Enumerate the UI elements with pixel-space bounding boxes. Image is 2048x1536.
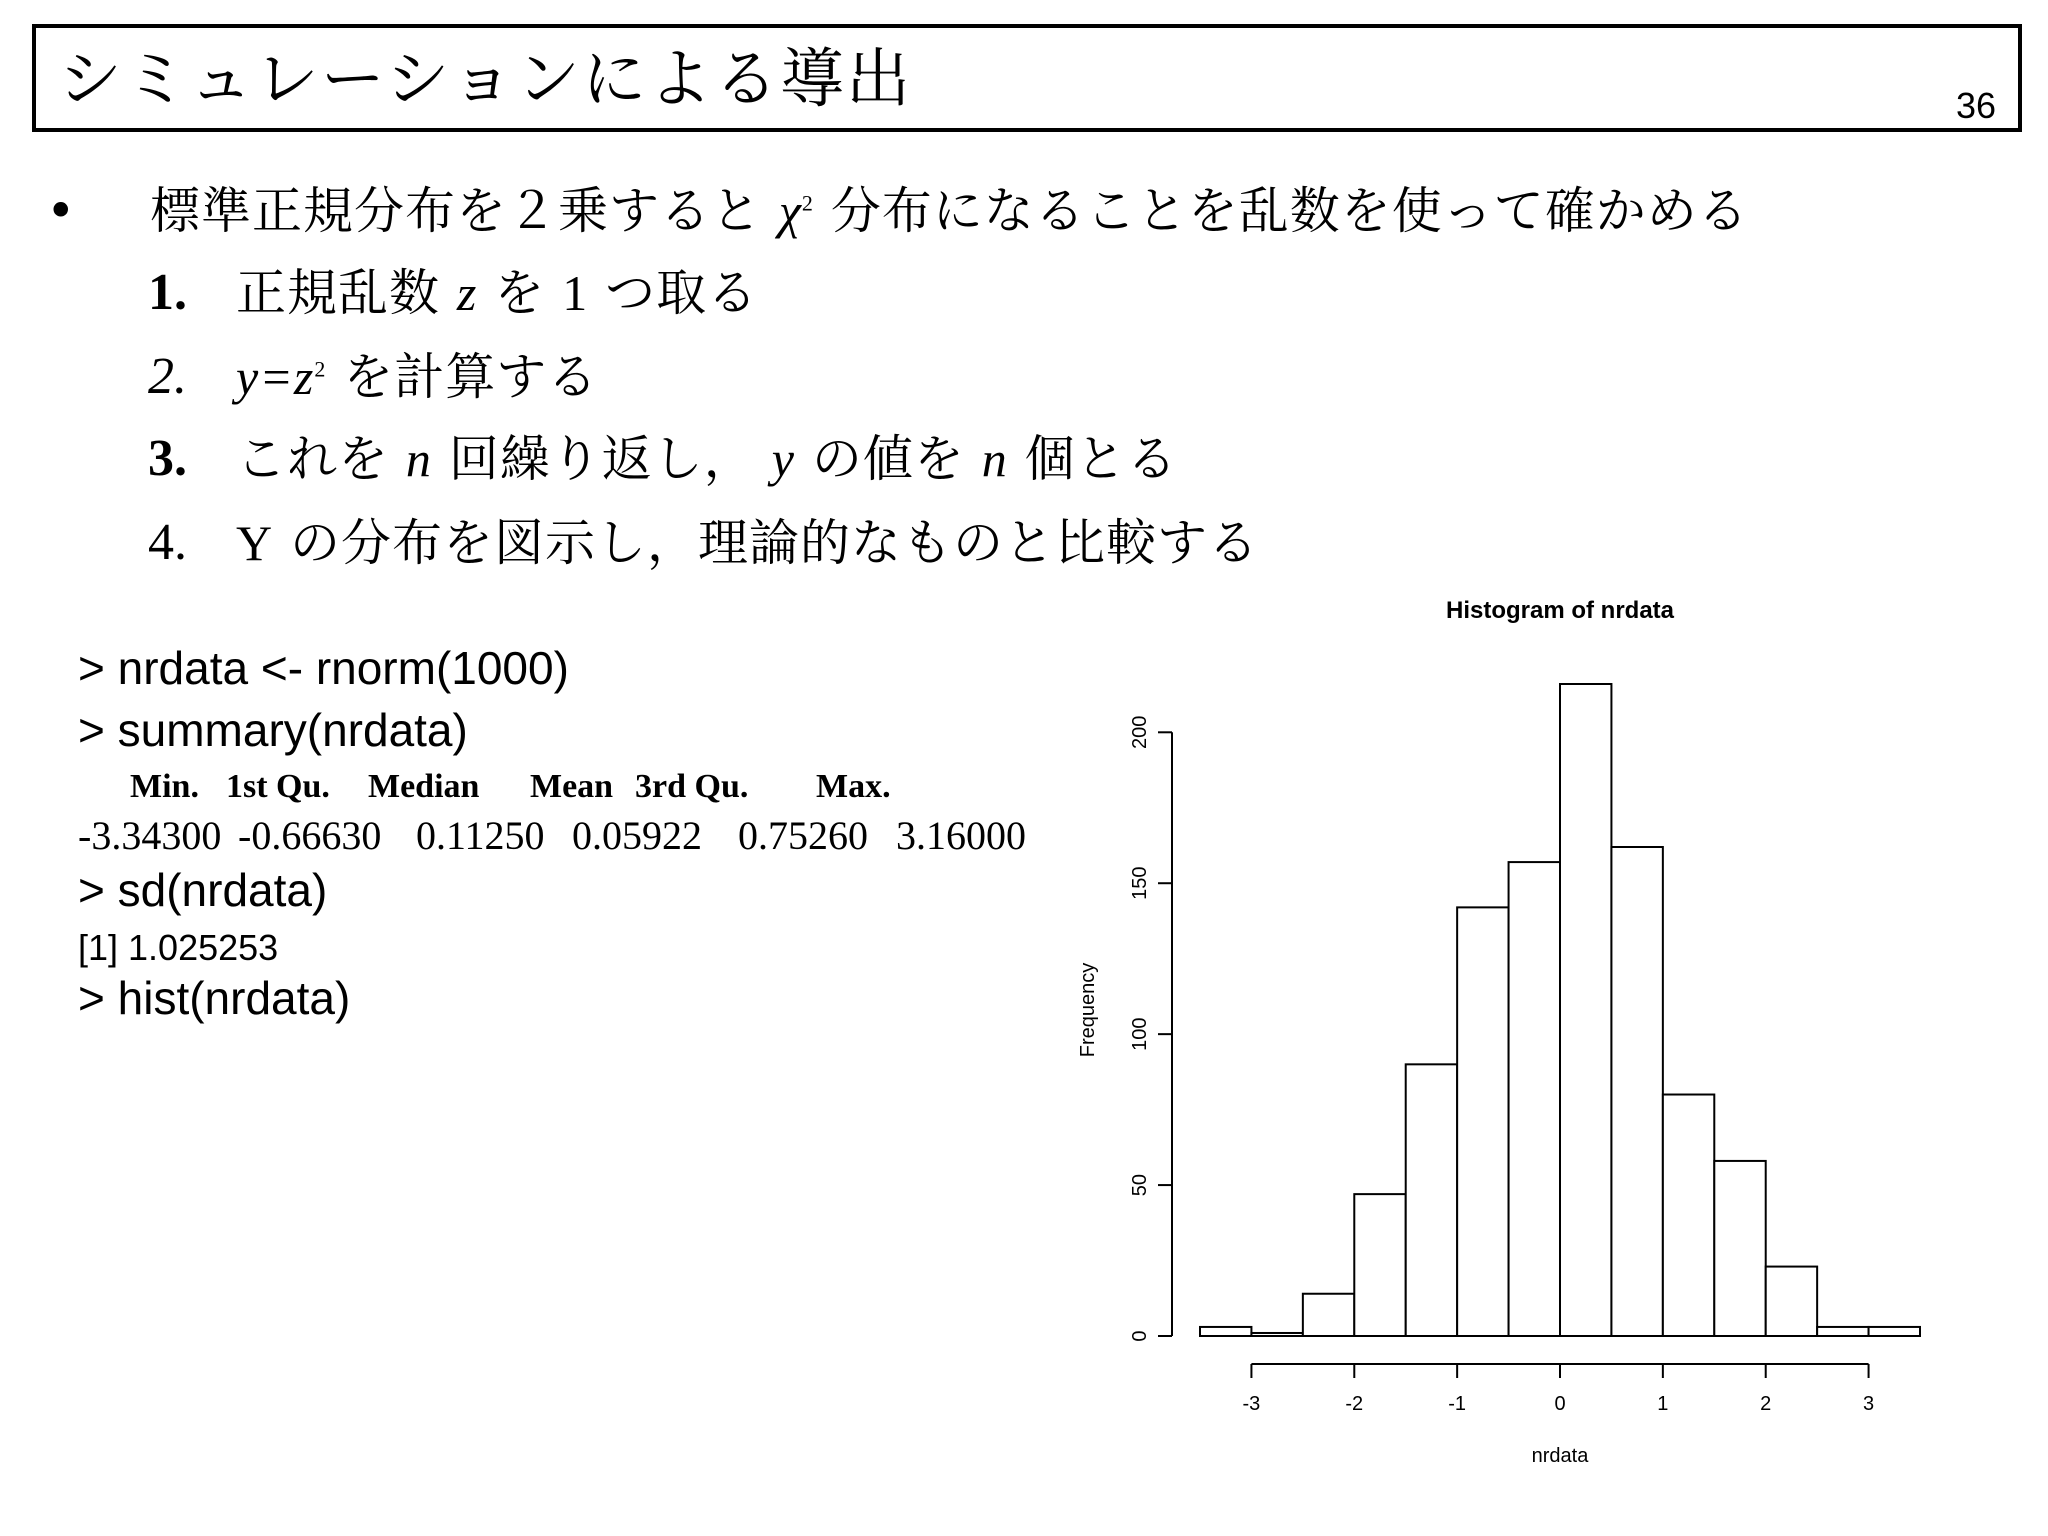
summary-value-mean: 0.05922	[572, 813, 702, 858]
histogram-bar	[1663, 1095, 1714, 1336]
x-tick-label: 2	[1760, 1393, 1772, 1415]
step-3	[148, 424, 1948, 494]
summary-header-min: Min.	[130, 768, 199, 805]
step-1-one: 1	[562, 265, 589, 321]
step-3-part: 回繰り返し，	[448, 430, 755, 488]
step-1-part: を	[494, 264, 546, 322]
histogram-bar	[1457, 907, 1508, 1336]
step-3-part: これを	[236, 430, 389, 488]
step-4-number: 4.	[148, 514, 187, 571]
x-tick-label: 3	[1863, 1393, 1875, 1415]
step-4-part: の分布を図示し，理論的なものと比較する	[290, 514, 1260, 572]
step-2-text	[236, 342, 598, 412]
step-3-var-n: n	[981, 431, 1008, 487]
y-tick-label: 50	[1129, 1173, 1151, 1197]
bullet-marker: •	[46, 182, 76, 240]
summary-header-q3: 3rd Qu.	[635, 768, 749, 805]
summary-value-max: 3.16000	[896, 813, 1026, 858]
histogram-bar	[1509, 862, 1560, 1336]
step-3-part: 個とる	[1024, 430, 1178, 488]
summary-header-mean: Mean	[530, 768, 614, 805]
step-4-var-y: Y	[236, 515, 274, 571]
histogram-bar	[1354, 1194, 1405, 1336]
code-line-rnorm: > nrdata <- rnorm(1000)	[78, 642, 569, 694]
y-tick-label: 200	[1129, 715, 1151, 749]
histogram-bar	[1200, 1327, 1251, 1336]
code-line-hist: > hist(nrdata)	[78, 972, 351, 1024]
histogram-chart	[1060, 590, 1940, 1470]
y-tick-label: 0	[1129, 1330, 1151, 1342]
step-1-number: 1.	[148, 264, 187, 321]
x-tick-label: 1	[1657, 1393, 1669, 1415]
summary-value-q1: -0.66630	[238, 813, 382, 858]
bullet-item	[40, 176, 2030, 246]
code-output-sd: [1] 1.025253	[78, 927, 279, 968]
y-tick-label: 150	[1129, 866, 1151, 900]
step-1	[148, 258, 1948, 328]
step-3-var-y: y	[771, 431, 795, 487]
code-line-sd: > sd(nrdata)	[78, 864, 328, 916]
bullet-text-before: 標準正規分布を２乗すると	[150, 182, 762, 240]
step-2-part: を計算する	[343, 348, 599, 406]
histogram-bar	[1714, 1161, 1765, 1336]
summary-value-q3: 0.75260	[738, 813, 868, 858]
histogram-bar	[1406, 1064, 1457, 1336]
chi-superscript: 2	[801, 190, 814, 216]
page-number: 36	[1955, 85, 1996, 126]
summary-header-max: Max.	[816, 768, 891, 805]
chart-title: Histogram of nrdata	[1445, 597, 1675, 624]
summary-header-row	[120, 768, 1040, 808]
histogram-bar	[1303, 1294, 1354, 1336]
x-tick-label: -3	[1242, 1393, 1261, 1415]
summary-value-median: 0.11250	[416, 813, 545, 858]
step-2	[148, 342, 1948, 412]
x-tick-label: -2	[1345, 1393, 1364, 1415]
step-4	[148, 508, 1948, 578]
slide-title: シミュレーションによる導出	[58, 43, 913, 117]
step-2-formula: y=z	[236, 349, 315, 405]
step-1-text	[236, 258, 758, 328]
step-4-text	[236, 508, 1259, 578]
step-1-part: つ取る	[605, 264, 759, 322]
step-2-number: 2.	[148, 348, 187, 405]
step-3-text	[236, 424, 1178, 494]
x-tick-label: 0	[1554, 1393, 1566, 1415]
step-1-var-z: z	[456, 265, 478, 321]
y-tick-label: 100	[1129, 1017, 1151, 1051]
chart-x-axis-label: nrdata	[1531, 1445, 1589, 1467]
step-3-part: の値を	[811, 430, 965, 488]
chart-y-axis-label: Frequency	[1077, 962, 1099, 1058]
summary-header-median: Median	[368, 768, 480, 805]
step-3-number: 3.	[148, 430, 187, 487]
step-3-var-n: n	[405, 431, 432, 487]
bullet-text-after: 分布になることを乱数を使って確かめる	[830, 182, 1749, 240]
code-line-summary: > summary(nrdata)	[78, 704, 468, 756]
histogram-bar	[1766, 1267, 1817, 1336]
summary-values-row	[78, 814, 1058, 858]
summary-value-min: -3.34300	[78, 813, 222, 858]
step-2-superscript: 2	[314, 356, 327, 382]
summary-header-q1: 1st Qu.	[226, 768, 330, 805]
histogram-bar	[1560, 684, 1611, 1336]
histogram-bar	[1817, 1327, 1868, 1336]
bullet-text	[150, 176, 1749, 246]
slide-title-box	[32, 24, 2022, 132]
step-1-part: 正規乱数	[236, 264, 440, 322]
histogram-bar	[1869, 1327, 1920, 1336]
chi-symbol: χ	[778, 183, 802, 239]
histogram-bar	[1251, 1333, 1302, 1336]
histogram-bar	[1611, 847, 1662, 1336]
x-tick-label: -1	[1448, 1393, 1467, 1415]
